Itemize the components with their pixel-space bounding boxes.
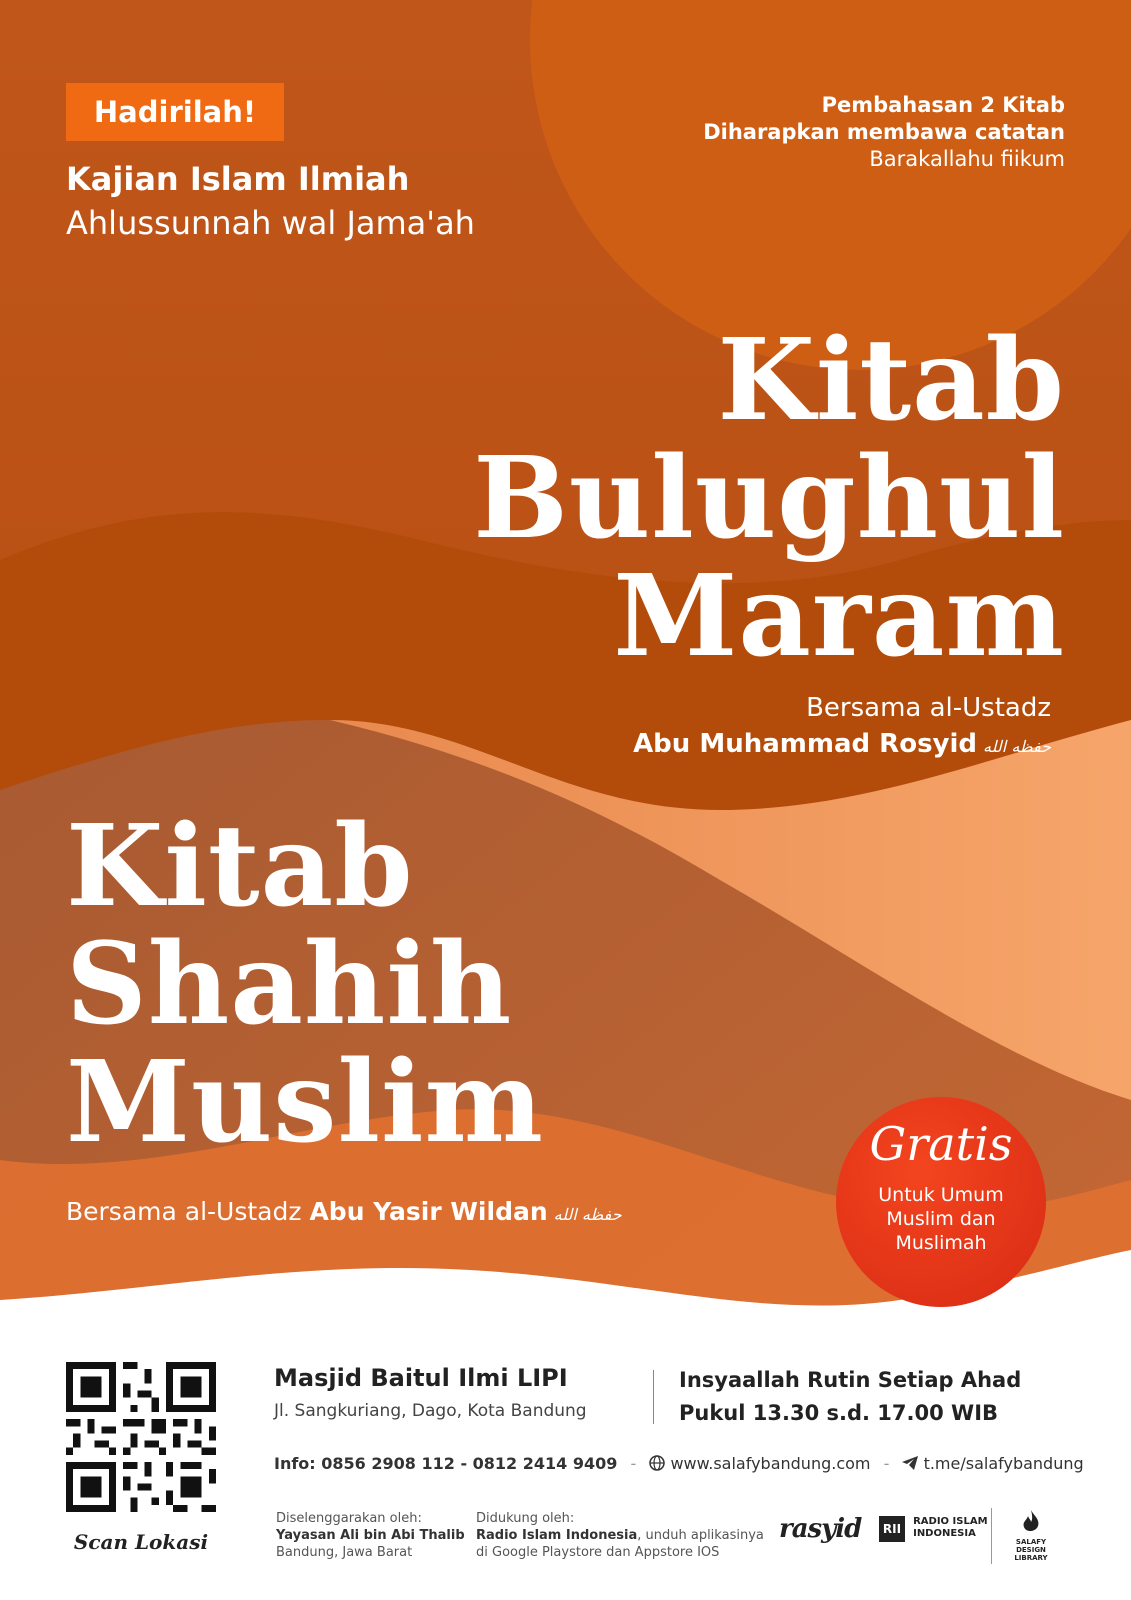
ustadz-1 [633, 690, 1051, 765]
honorific-1: حفظه الله [983, 737, 1051, 756]
gratis-title: Gratis [869, 1117, 1013, 1171]
note-line2: Diharapkan membawa catatan [703, 120, 1065, 144]
ustadz-name-2: Abu Yasir Wildan [309, 1197, 548, 1226]
supporter-name: Radio Islam Indonesia [476, 1528, 638, 1543]
partner-logos [779, 1506, 1069, 1576]
salafy-logo-line2: DESIGN [1016, 1546, 1046, 1554]
ustadz-2 [66, 1197, 622, 1226]
salafy-design-logo [1001, 1510, 1061, 1562]
hadirilah-badge: Hadirilah! [66, 83, 284, 141]
title1-line2: Bulughul [473, 433, 1065, 564]
title2-line3: Muslim [66, 1037, 545, 1168]
title1-line1: Kitab [717, 315, 1065, 446]
title1-line3: Maram [613, 551, 1065, 682]
rasyid-logo: rasyid [779, 1514, 862, 1544]
title2-line1: Kitab [66, 801, 414, 932]
supporter [476, 1510, 764, 1561]
globe-icon [649, 1454, 670, 1473]
organizer-label: Diselenggarakan oleh: [276, 1511, 422, 1526]
masjid-name: Masjid Baitul Ilmi LIPI [274, 1364, 568, 1392]
top-note [703, 92, 1065, 173]
logo-divider [991, 1508, 992, 1564]
supporter-label: Didukung oleh: [476, 1511, 575, 1526]
flame-icon [1020, 1510, 1042, 1534]
schedule-time: Pukul 13.30 s.d. 17.00 WIB [679, 1401, 999, 1425]
masjid-address: Jl. Sangkuriang, Dago, Kota Bandung [274, 1401, 587, 1421]
salafy-logo-line1: SALAFY [1015, 1538, 1047, 1546]
divider [653, 1370, 654, 1424]
rii-logo-line1: RADIO ISLAM [913, 1516, 988, 1527]
title2-line2: Shahih [66, 919, 513, 1050]
gratis-line2: Muslim dan [886, 1208, 996, 1230]
kajian-heading: Kajian Islam Ilmiah [66, 160, 410, 198]
ahlussunnah-subheading: Ahlussunnah wal Jama'ah [66, 204, 475, 242]
salafy-logo-line3: LIBRARY [1014, 1554, 1048, 1562]
info-phone: Info: 0856 2908 112 - 0812 2414 9409 [274, 1454, 618, 1473]
organizer-city: Bandung, Jawa Barat [276, 1545, 413, 1560]
rii-logo: RII RADIO ISLAM INDONESIA [879, 1516, 988, 1542]
telegram-link[interactable]: t.me/salafybandung [923, 1454, 1084, 1473]
scan-lokasi-label: Scan Lokasi [73, 1530, 209, 1554]
qr-code[interactable] [66, 1362, 216, 1512]
note-line3: Barakallahu fiikum [869, 147, 1065, 171]
note-line1: Pembahasan 2 Kitab [821, 93, 1065, 117]
ustadz-name-1: Abu Muhammad Rosyid [633, 729, 978, 759]
supporter-text: , unduh aplikasinya [637, 1528, 764, 1543]
gratis-line3: Muslimah [895, 1232, 987, 1254]
website-link[interactable]: www.salafybandung.com [670, 1454, 871, 1473]
organizer [276, 1510, 465, 1561]
honorific-2: حفظه الله [553, 1205, 622, 1224]
telegram-icon [902, 1454, 923, 1473]
organizer-name: Yayasan Ali bin Abi Thalib [276, 1528, 465, 1543]
gratis-badge [836, 1097, 1046, 1307]
kitab-bulughul-maram-title [473, 315, 1065, 682]
contact-row: Info: 0856 2908 112 - 0812 2414 9409 - www.salafybandung.com - t.me/salafybandung [274, 1454, 1084, 1473]
schedule [679, 1364, 1021, 1430]
bersama-label-2: Bersama al-Ustadz [66, 1197, 302, 1226]
kitab-shahih-muslim-title [66, 801, 545, 1168]
rii-logo-line2: INDONESIA [913, 1528, 976, 1539]
supporter-stores: di Google Playstore dan Appstore IOS [476, 1545, 720, 1560]
gratis-line1: Untuk Umum [878, 1184, 1004, 1206]
schedule-day: Insyaallah Rutin Setiap Ahad [679, 1368, 1022, 1392]
bersama-label-1: Bersama al-Ustadz [806, 693, 1051, 723]
